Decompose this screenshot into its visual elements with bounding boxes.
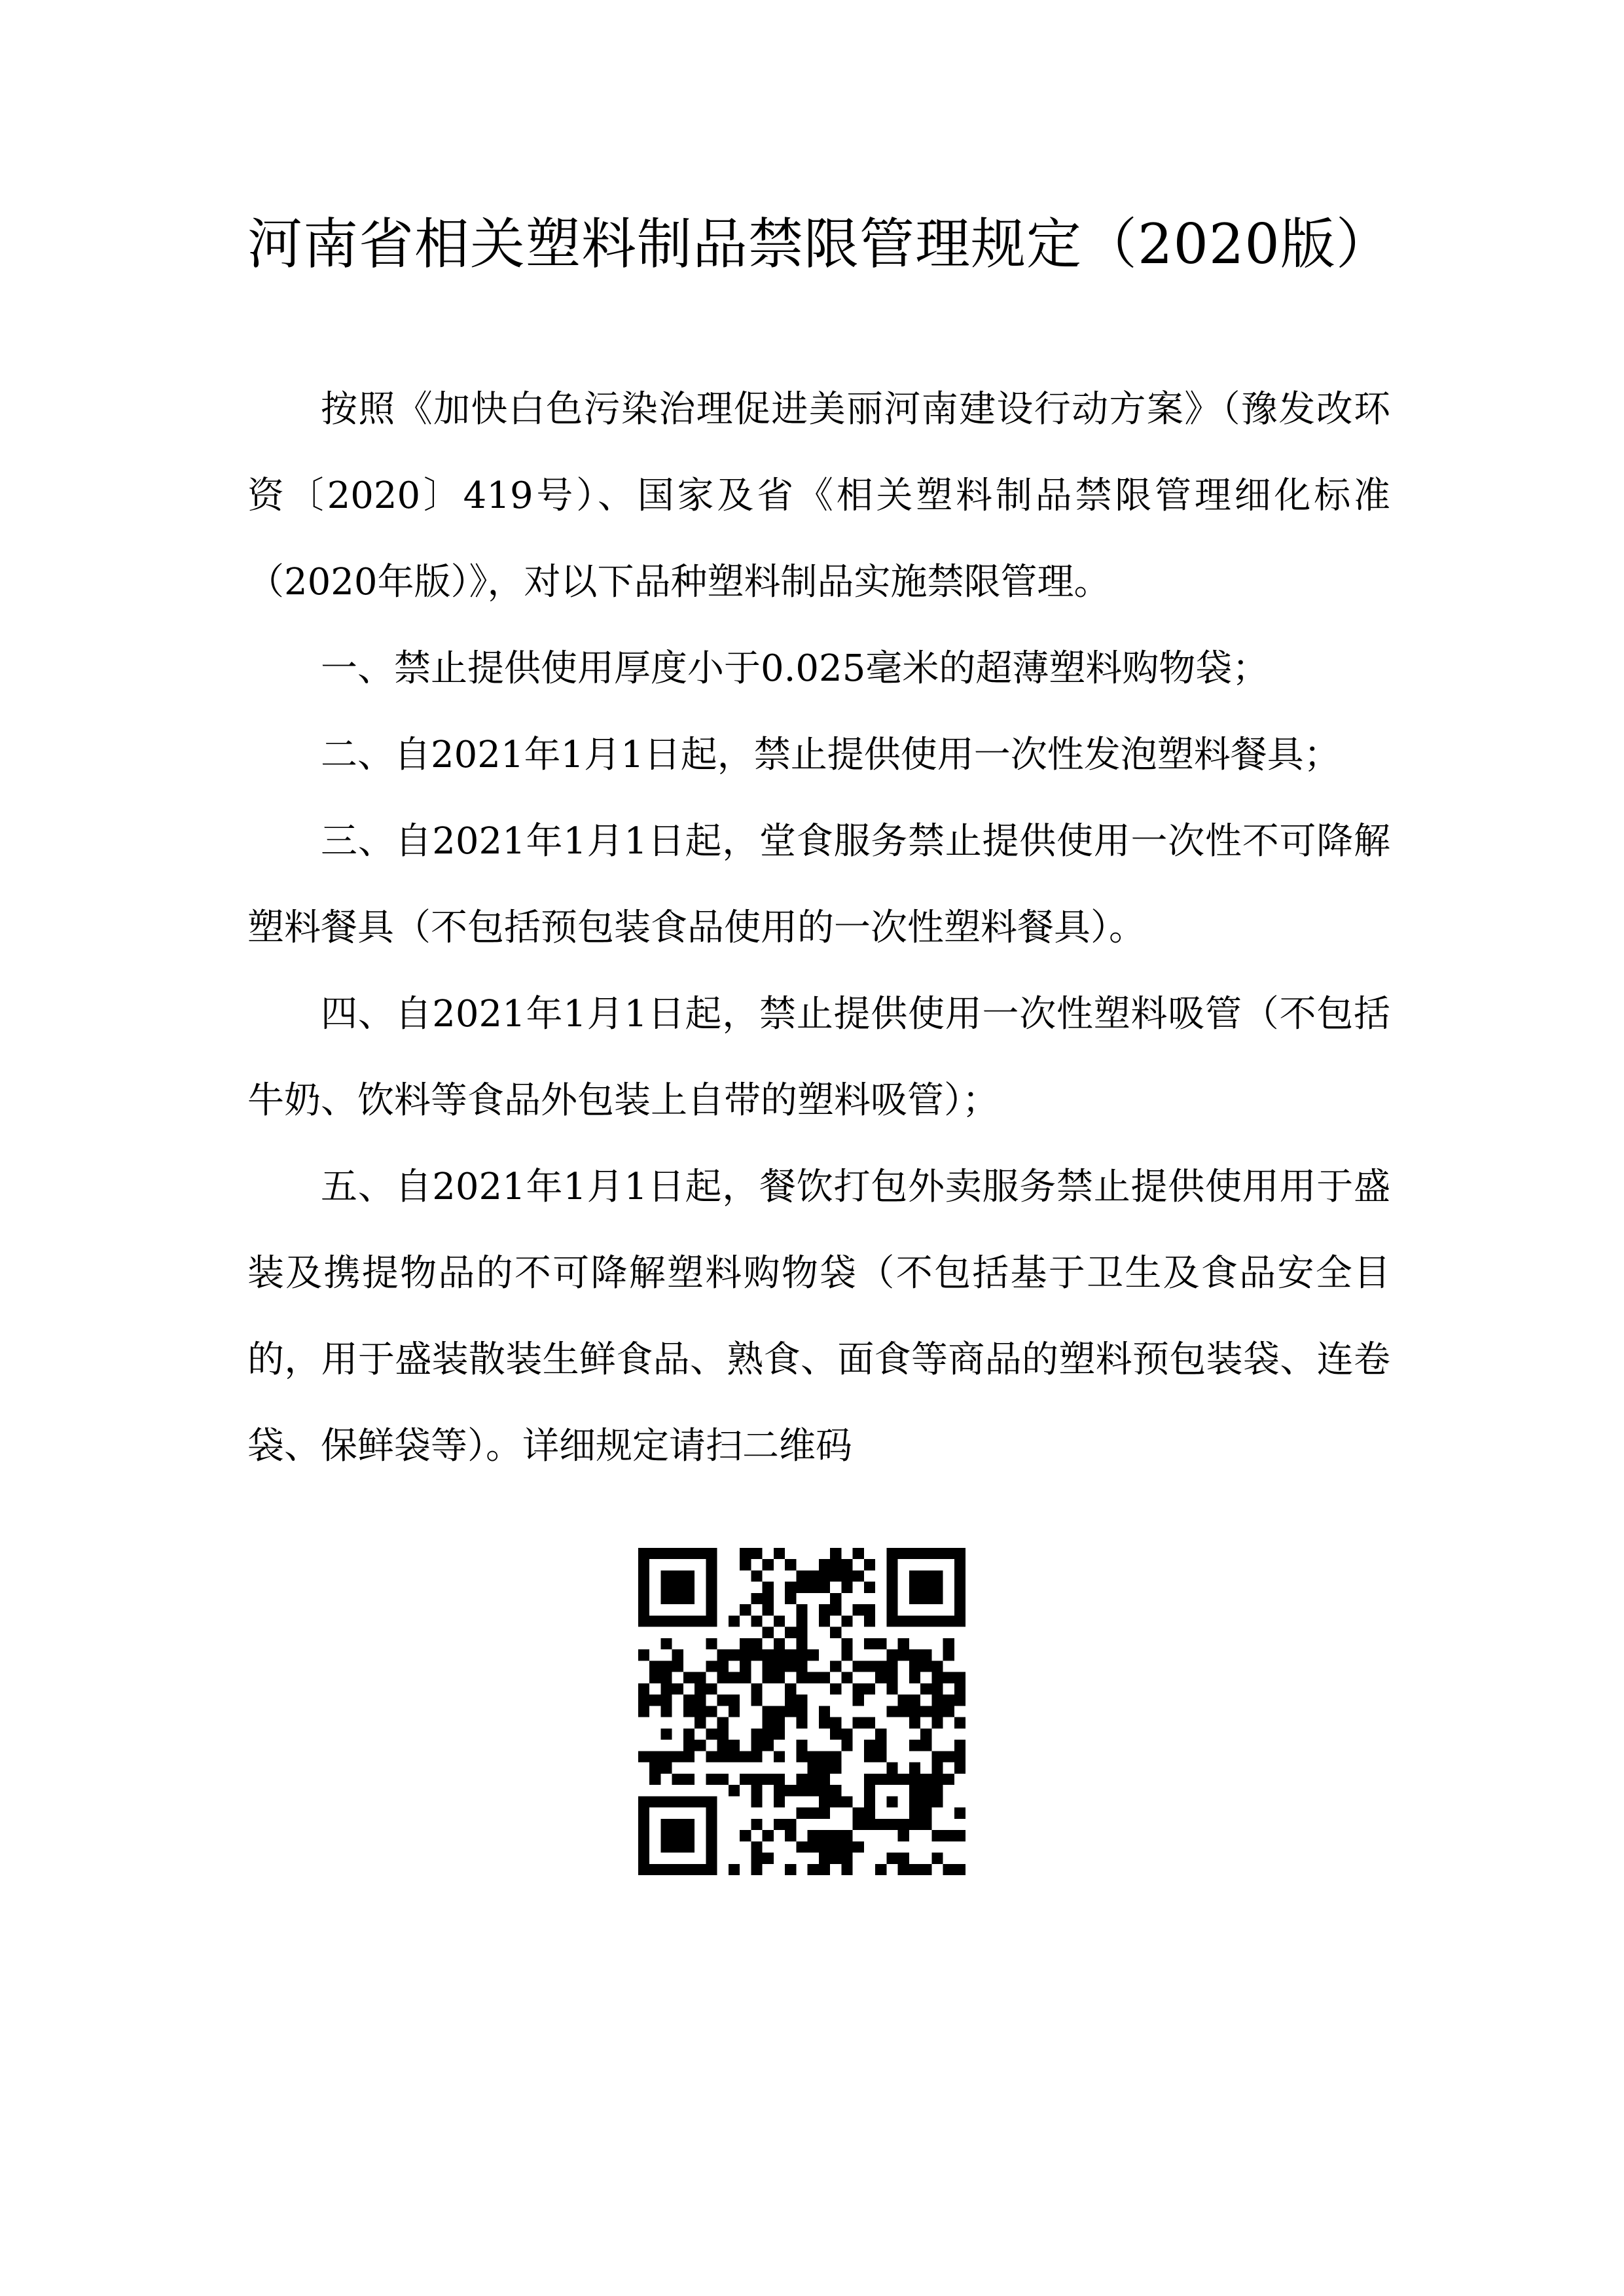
document-body (247, 367, 1390, 1490)
rule-item-3: 三、自2021年1月1日起，堂食服务禁止提供使用一次性不可降解塑料餐具（不包括预包装食品使用的一次性塑料餐具）。 (247, 820, 1390, 949)
document-title: 河南省相关塑料制品禁限管理规定（2020版） (247, 212, 1392, 276)
intro-paragraph: 按照《加快白色污染治理促进美丽河南建设行动方案》（豫发改环资〔2020〕419号）、国家及省《相关塑料制品禁限管理细化标准（2020年版）》，对以下品种塑料制品实施禁限管理。 (247, 388, 1390, 603)
rule-item-1: 一、禁止提供使用厚度小于0.025毫米的超薄塑料购物袋； (321, 647, 1269, 690)
rule-item-5: 五、自2021年1月1日起，餐饮打包外卖服务禁止提供使用用于盛装及携提物品的不可降解塑料购物袋（不包括基于卫生及食品安全目的，用于盛装散装生鲜食品、熟食、面食等商品的塑料预包装袋、连卷袋、保鲜袋等）。详细规定请扫二维码 (247, 1166, 1390, 1467)
rule-item-2: 二、自2021年1月1日起，禁止提供使用一次性发泡塑料餐具； (321, 734, 1341, 776)
rule-item-4: 四、自2021年1月1日起，禁止提供使用一次性塑料吸管（不包括牛奶、饮料等食品外包装上自带的塑料吸管）； (247, 993, 1390, 1122)
qr-code-icon (638, 1548, 965, 1875)
